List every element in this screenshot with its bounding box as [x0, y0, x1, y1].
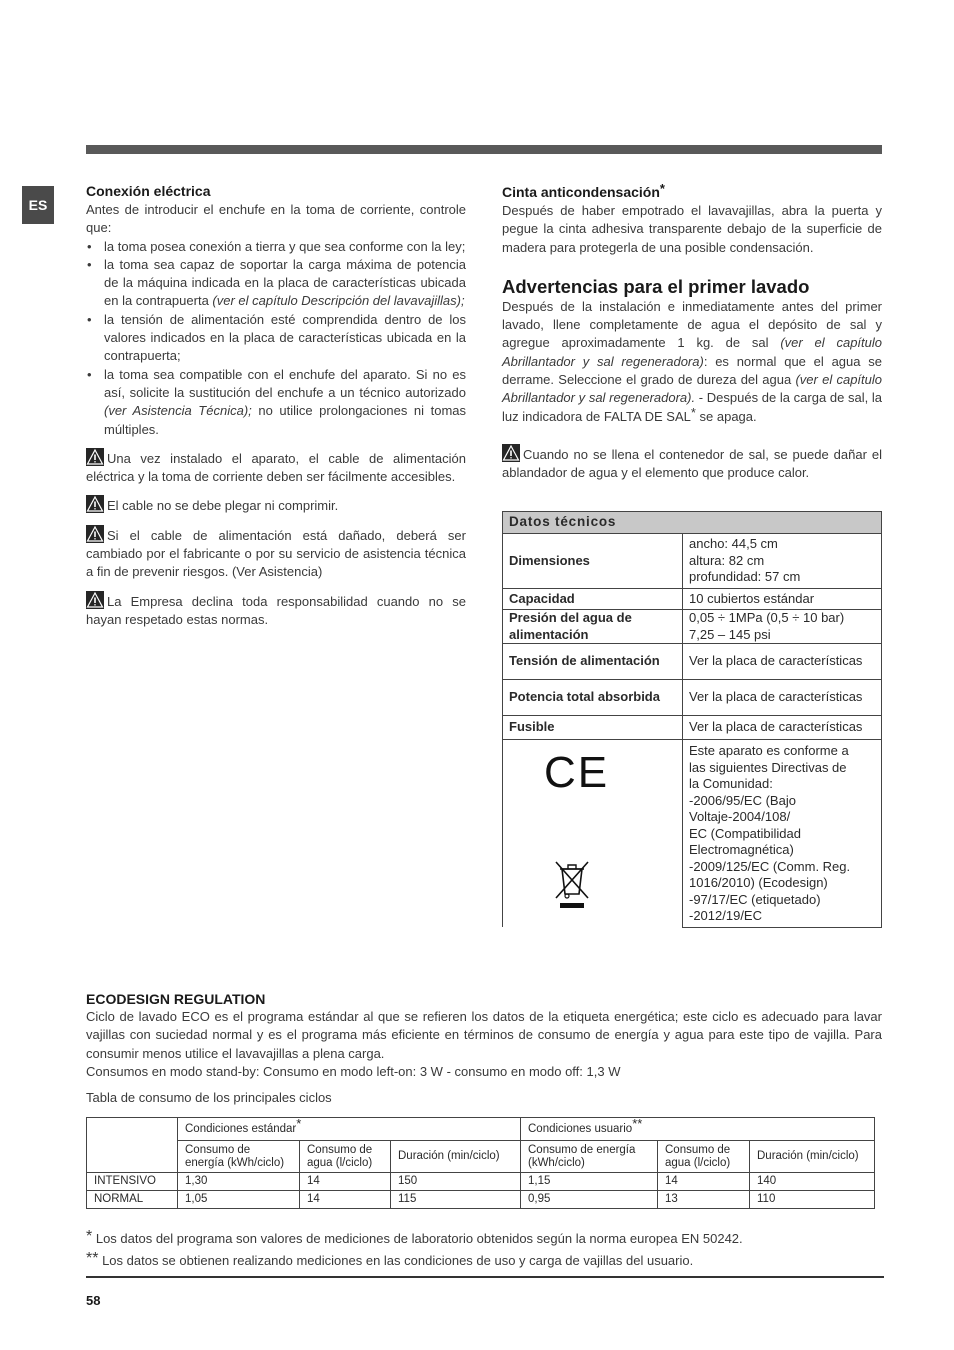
directive-line: -2012/19/EC: [689, 908, 762, 923]
footnote-text: Los datos se obtienen realizando mediciones en las condiciones de uso y carga de vajillas del usuario.: [98, 1253, 694, 1268]
table-row: [87, 1191, 875, 1209]
column-header: Consumo de agua (l/ciclo): [658, 1141, 750, 1173]
warning-note: [86, 448, 466, 487]
warning-note: [86, 591, 466, 630]
directive-line: Voltaje-2004/108/: [689, 809, 791, 824]
list-item-text: la toma posea conexión a tierra y que sea conforme con la ley;: [104, 238, 466, 254]
cinta-title-text: Cinta anticondensación: [502, 184, 660, 200]
row-label: Presión del agua de alimentación: [503, 610, 683, 644]
standard-conditions-header: [178, 1115, 521, 1141]
row-value: 10 cubiertos estándar: [683, 589, 882, 610]
warning-text: Cuando no se llena el contenedor de sal, se puede dañar el ablandador de agua y el elemento que produce calor.: [502, 446, 882, 481]
table-row: [503, 644, 882, 680]
user-conditions-header: [521, 1115, 875, 1141]
directive-line: -2009/125/EC (Comm. Reg.: [689, 858, 851, 874]
row-value: [683, 534, 882, 589]
directive-line: -97/17/EC (etiquetado): [689, 891, 821, 907]
table-header-row: [87, 1118, 875, 1141]
directive-line: la Comunidad:: [689, 776, 773, 791]
warning-text: El cable no se debe plegar ni comprimir.: [107, 498, 339, 514]
list-item-reference: (ver el capítulo Descripción del lavavajillas);: [212, 293, 465, 309]
salt-warning: [502, 444, 882, 483]
table-cell: 14: [300, 1173, 391, 1191]
row-label: Dimensiones: [503, 534, 683, 589]
row-label: Fusible: [503, 716, 683, 740]
directives-text: [683, 740, 882, 928]
list-item-text: la toma sea capaz de soportar la carga máxima de potencia de la máquina indicada en la placa de características ubicada en la contrapuerta: [104, 256, 466, 309]
column-header: Duración (min/ciclo): [750, 1141, 875, 1173]
list-item: [86, 238, 466, 256]
column-header: Duración (min/ciclo): [391, 1141, 521, 1173]
value-line: 0,05 ÷ 1MPa (0,5 ÷ 10 bar): [689, 610, 845, 625]
value-line: profundidad: 57 cm: [689, 569, 801, 585]
table-header-row: [87, 1141, 875, 1173]
warning-icon: [86, 525, 104, 543]
empty-header-cell: [87, 1118, 178, 1173]
row-label: INTENSIVO: [87, 1173, 178, 1191]
row-value: Ver la placa de características: [683, 716, 882, 740]
row-label: NORMAL: [87, 1191, 178, 1209]
table-row: [87, 1173, 875, 1191]
electrical-connection-section: [86, 182, 466, 629]
warning-note: [86, 495, 466, 515]
header-rule: [86, 145, 882, 154]
row-label: Tensión de alimentación: [503, 644, 683, 680]
cinta-title: [502, 183, 882, 201]
first-wash-text-part: - Después de la carga de sal, la luz indicadora de FALTA DE SAL: [502, 390, 883, 424]
table-row: [503, 680, 882, 716]
first-wash-text-part: se apaga.: [695, 408, 757, 424]
first-wash-title: Advertencias para el primer lavado: [502, 275, 810, 297]
value-line: 7,25 – 145 psi: [689, 626, 771, 642]
right-column: [502, 183, 882, 483]
cinta-text: Después de haber empotrado el lavavajillas, abra la puerta y pegue la cinta adhesiva transparente debajo de la superficie de madera para protegerla de una posible condensación.: [502, 203, 882, 255]
table-cell: 14: [300, 1191, 391, 1209]
list-item: [86, 366, 466, 439]
requirements-list: [86, 238, 466, 439]
column-header: Consumo de energía (kWh/ciclo): [521, 1141, 658, 1173]
consumption-table: [86, 1117, 875, 1209]
table-cell: 1,05: [178, 1191, 300, 1209]
first-wash-text-part: : es normal que el agua se derrame. Seleccione el grado de dureza del agua: [502, 353, 882, 388]
table-row: [503, 740, 882, 928]
first-wash-reference: (ver el capítulo Abrillantador y sal regeneradora): [502, 335, 882, 369]
technical-data-table: [502, 511, 882, 928]
ecodesign-text: Ciclo de lavado ECO es el programa estándar al que se refieren los datos de la etiqueta energética; este ciclo es adecuado para lavar vajillas con suciedad normal y es el programa más eficiente en términos de consumo de energía y agua para este tipo de vajilla. Para consumir menos utilice el lavavajillas a plena carga.: [86, 1009, 882, 1061]
footnote: [86, 1227, 882, 1249]
intro-text: Antes de introducir el enchufe en la toma de corriente, controle que:: [86, 202, 466, 236]
header-text: Condiciones estándar: [185, 1122, 297, 1135]
warning-text: Si el cable de alimentación está dañado, deberá ser cambiado por el fabricante o por su servicio de asistencia técnica a fin de prevenir riesgos. (Ver Asistencia): [86, 527, 466, 580]
standby-consumption: Consumos en modo stand-by: Consumo en modo left-on: 3 W - consumo en modo off: 1,3 W: [86, 1063, 621, 1079]
row-value: Ver la placa de características: [683, 680, 882, 716]
warning-text: Una vez instalado el aparato, el cable de alimentación eléctrica y la toma de corriente deben ser fácilmente accesibles.: [86, 450, 466, 485]
compliance-marks: [509, 742, 676, 926]
table-header: Datos técnicos: [503, 512, 882, 534]
value-line: ancho: 44,5 cm: [689, 536, 778, 552]
footnote: [86, 1249, 882, 1271]
column-header: Consumo de agua (l/ciclo): [300, 1141, 391, 1173]
row-label: Capacidad: [503, 589, 683, 610]
directive-line: Este aparato es conforme a: [689, 743, 849, 758]
table-cell: 14: [658, 1173, 750, 1191]
list-item: [86, 256, 466, 311]
table-cell: 150: [391, 1173, 521, 1191]
list-item-text: la toma sea compatible con el enchufe del aparato. Si no es así, solicite la sustitución del enchufe a un técnico autorizado: [104, 366, 466, 400]
directive-line: -2006/95/EC (Bajo: [689, 792, 796, 808]
section-title: Conexión eléctrica: [86, 183, 211, 199]
table-cell: 110: [750, 1191, 875, 1209]
footnotes: [86, 1227, 882, 1271]
ce-mark: CE: [544, 747, 610, 797]
first-wash-text: [502, 298, 882, 426]
row-value: [683, 610, 882, 644]
footnote-text: Los datos del programa son valores de mediciones de laboratorio obtenidos según la norma europea EN 50242.: [92, 1231, 743, 1246]
table-cell: 1,15: [521, 1173, 658, 1191]
compliance-marks-cell: [503, 740, 683, 928]
directive-line: 1016/2010) (Ecodesign): [689, 875, 828, 890]
table-row: [503, 716, 882, 740]
list-item-text: la tensión de alimentación esté comprendida dentro de los valores indicados en la placa de características ubicada en la contrapuerta;: [104, 311, 466, 364]
table-row: [503, 534, 882, 589]
table-cell: 1,30: [178, 1173, 300, 1191]
table-header-row: [503, 512, 882, 534]
directive-line: Electromagnética): [689, 842, 794, 857]
warning-icon: [86, 591, 104, 609]
language-tab: ES: [22, 186, 54, 224]
column-header: Consumo de energía (kWh/ciclo): [178, 1141, 300, 1173]
footnote-marker: *: [86, 1228, 93, 1245]
footer-rule: [86, 1276, 884, 1278]
ecodesign-title: ECODESIGN REGULATION: [86, 991, 266, 1007]
row-label: Potencia total absorbida: [503, 680, 683, 716]
first-wash-reference: (ver el capítulo Abrillantador y sal regeneradora).: [502, 372, 883, 406]
table-row: [503, 610, 882, 644]
weee-crossed-bin-icon: [554, 860, 590, 910]
ecodesign-section: [86, 990, 882, 1107]
list-item: [86, 311, 466, 366]
warning-text: La Empresa declina toda responsabilidad cuando no se hayan respetado estas normas.: [86, 593, 466, 627]
warning-icon: [502, 444, 520, 462]
directive-line: EC (Compatibilidad: [689, 825, 801, 841]
header-text: Condiciones usuario: [528, 1122, 633, 1135]
table-caption: Tabla de consumo de los principales ciclos: [86, 1090, 332, 1106]
footnote-marker: *: [296, 1115, 302, 1131]
warning-icon: [86, 495, 104, 513]
table-cell: 13: [658, 1191, 750, 1209]
footnote-marker: **: [632, 1115, 643, 1131]
row-value: Ver la placa de características: [683, 644, 882, 680]
value-line: altura: 82 cm: [689, 552, 765, 568]
directive-line: las siguientes Directivas de: [689, 759, 847, 775]
footnote-marker: *: [659, 181, 665, 196]
table-cell: 140: [750, 1173, 875, 1191]
warning-icon: [86, 448, 104, 466]
table-cell: 115: [391, 1191, 521, 1209]
footnote-marker: *: [690, 404, 696, 420]
footnote-marker: **: [86, 1250, 99, 1267]
warning-note: [86, 525, 466, 582]
list-item-text: no utilice prolongaciones ni tomas múltiples.: [104, 403, 467, 437]
table-cell: 0,95: [521, 1191, 658, 1209]
table-row: [503, 589, 882, 610]
first-wash-text-part: Después de la instalación e inmediatamente antes del primer lavado, llene completamente de agua el depósito de sal y agregue aproximadamente 1 kg. de sal: [502, 298, 882, 351]
page-number: 58: [86, 1293, 101, 1308]
list-item-reference: (ver Asistencia Técnica);: [104, 403, 252, 419]
